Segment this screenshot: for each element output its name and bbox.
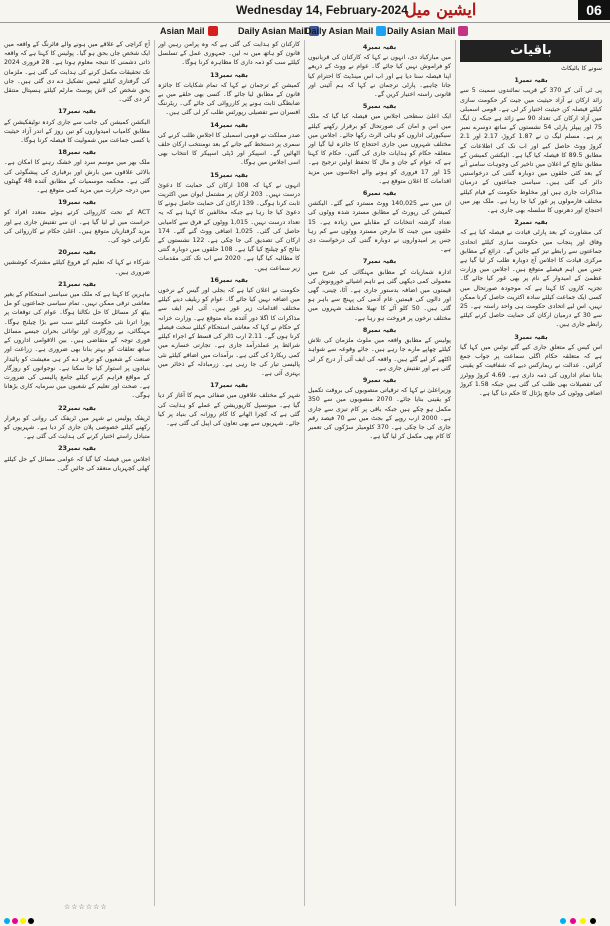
page-header (0, 0, 610, 23)
continuation-heading: بقیہ نمبر13 (210, 70, 248, 79)
column-4 (4, 40, 150, 906)
article-paragraph: ایک اعلیٰ سطحی اجلاس میں فیصلہ کیا گیا کہ ملک میں امن و امان کی صورتحال کو برقرار رکھنے کیلئے سیکیورٹی اداروں کو ہائی الرٹ رکھا جائے۔ اجلاس میں مختلف شہروں میں جاری احتجاج کا جائزہ لیا گیا اور متعلقہ حکام کو ہدایات جاری کی گئیں۔ حکام کا کہنا ہے کہ عوام کے جان و مال کا تحفظ اولین ترجیح ہے۔ 15 اور 17 فروری کو ہونے والے اجلاسوں میں مزید اقدامات کا اعلان متوقع ہے۔ (308, 113, 451, 185)
registration-swatch (28, 918, 34, 924)
continuation-heading: بقیہ نمبر22 (58, 403, 96, 412)
registration-swatch (4, 918, 10, 924)
section-title: باقیات (460, 40, 602, 62)
social-handle[interactable] (160, 24, 218, 38)
social-handle-label: Asian Mail (160, 26, 205, 36)
article-paragraph: الیکشن کمیشن کی جانب سے جاری کردہ نوٹیفکیشن کے مطابق کامیاب امیدواروں کو تین روز کے اندر آزاد حیثیت یا کسی جماعت میں شمولیت کا فیصلہ کرنا ہوگا۔ (4, 118, 150, 145)
youtube-icon (208, 26, 218, 36)
newspaper-logo: ایشین میل (405, 0, 477, 19)
column-rule (455, 40, 456, 906)
article-paragraph: شہر کے مختلف علاقوں میں صفائی مہم کا آغاز کر دیا گیا ہے۔ میونسپل کارپوریشن کے عملے کو ہدایت کی گئی ہے کہ کچرا اٹھانے کا کام روزانہ کی بنیاد پر کیا جائے۔ شہریوں سے بھی تعاون کی اپیل کی گئی ہے۔ (158, 392, 300, 427)
article-paragraph: شرکاء نے کہا کہ تعلیم کے فروغ کیلئے مشترکہ کوششیں ضروری ہیں۔ (4, 259, 150, 276)
article-paragraph: کمیشن کے ترجمان نے کہا کہ تمام شکایات کا جائزہ قانون کے مطابق لیا جائے گا۔ کسی بھی حلقے میں بے ضابطگی ثابت ہونے پر کارروائی کی جائے گی۔ ریٹرننگ افسران سے تفصیلی رپورٹس طلب کر لی گئی ہیں۔ (158, 81, 300, 117)
registration-swatch (20, 918, 26, 924)
issue-date: Wednesday 14, February-2024 (236, 3, 408, 17)
article-paragraph: آج کراچی کے علاقے میں ہونے والے فائرنگ کے واقعہ میں ایک شخص جاں بحق ہو گیا۔ پولیس کا کہنا ہے کہ واقعہ ذاتی دشمنی کا نتیجہ معلوم ہوتا ہے۔ 28 فروری 2024 تک تحقیقات مکمل کرنے کی ہدایت کی گئی ہے۔ ملزمان کی گرفتاری کیلئے ٹیمیں تشکیل دے دی گئی ہیں۔ جاں بحق شخص کی لاش پوسٹ مارٹم کیلئے ہسپتال منتقل کر دی گئی۔ (4, 41, 150, 104)
article-paragraph: پی ٹی آئی کے 370 کے قریب نمائندوں سمیت 5 سے زائد ارکان نے آزاد حیثیت میں جیت کر حکومت سازی کیلئے فیصلہ کن حیثیت اختیار کر لی ہے۔ قومی اسمبلی میں آزاد ارکان کی تعداد 90 سے زائد ہے جبکہ ن لیگ 75 اور پیپلز پارٹی 54 نشستوں کے ساتھ دوسرے نمبر پر ہے۔ مسلم لیگ ن نے 1.87 کروڑ، 2.17 اور 2.1 کروڑ ووٹ حاصل کیے اور اب تک کی اطلاعات کے مطابق 89.5 کا فیصلہ کیا گیا ہے۔ الیکشن کمیشن کے مطابق نتائج کے اعلان میں تاخیر کی وجوہات سامنے آنے کے بعد کئی حلقوں میں دوبارہ گنتی کی درخواستیں دائر کی گئی ہیں۔ سیاسی جماعتوں کے درمیان مذاکرات جاری ہیں اور مخلوط حکومت کے قیام کیلئے مختلف فارمولوں پر غور کیا جا رہا ہے۔ ملک بھر میں احتجاج اور دھرنوں کا سلسلہ بھی جاری ہے۔ (460, 87, 602, 215)
registration-swatch (560, 918, 566, 924)
continuation-heading: بقیہ نمبر14 (210, 120, 248, 129)
article-paragraph: ماہرین کا کہنا ہے کہ ملک میں سیاسی استحکام کے بغیر معاشی ترقی ممکن نہیں۔ تمام سیاسی جماعتوں کو مل بیٹھ کر مسائل کا حل نکالنا ہوگا۔ عوام کی توقعات پر پورا اترنا نئی حکومت کیلئے سب سے بڑا چیلنج ہوگا۔ مہنگائی، بے روزگاری اور توانائی بحران جیسے مسائل فوری توجہ کے متقاضی ہیں۔ بین الاقوامی اداروں کے ساتھ تعلقات کو بہتر بنانا بھی ضروری ہے۔ زراعت اور صنعت کے شعبوں کو ترقی دے کر ہی معیشت کو پائیدار بنیادوں پر استوار کیا جا سکتا ہے۔ نوجوانوں کو روزگار کے مواقع فراہم کرنے کیلئے جامع پالیسی کی ضرورت ہے۔ صحت اور تعلیم کے شعبوں میں سرمایہ کاری بڑھانا ہوگی۔ (4, 291, 150, 400)
continuation-heading: بقیہ نمبر8 (362, 325, 397, 334)
column-rule (304, 40, 305, 906)
continuation-heading: بقیہ نمبر17 (58, 107, 96, 116)
article-paragraph: ٹریفک پولیس نے شہر میں ٹریفک کی روانی کو برقرار رکھنے کیلئے خصوصی پلان جاری کر دیا ہے۔ شہریوں کو متبادل راستے اختیار کرنے کی ہدایت کی گئی ہے۔ (4, 414, 150, 441)
continuation-heading: بقیہ نمبر7 (362, 257, 397, 266)
column-2 (308, 40, 451, 906)
social-handle-label: Daily Asian Mail (238, 26, 307, 36)
article-paragraph: انہوں نے کہا کہ 108 ارکان کی حمایت کا دعویٰ درست نہیں۔ 203 ارکان پر مشتمل ایوان میں اکثریت ثابت کرنا ہوگی۔ 139 ارکان کی حمایت حاصل ہونے کا دعویٰ کیا جا رہا ہے جبکہ مخالفین کا کہنا ہے کہ یہ تعداد درست نہیں۔ 1,015 ووٹوں کے فرق سے کامیابی حاصل کی گئی۔ 1,025 اضافی ووٹ گنے گئے۔ 174 ارکان کی تصدیق کی جا چکی ہے۔ 122 نشستوں کے نتائج کو چیلنج کیا گیا ہے۔ 108 حلقوں میں دوبارہ گنتی کا مطالبہ کیا گیا ہے۔ 2020 سے اب تک کئی مقدمات زیر سماعت ہیں۔ (158, 181, 300, 272)
continuation-heading: بقیہ نمبر3 (514, 332, 548, 341)
continuation-heading: بقیہ نمبر17 (210, 381, 248, 390)
article-paragraph: اس کیس کے متعلق جاری کیے گئے نوٹس میں کہا گیا ہے کہ متعلقہ حکام اگلی سماعت پر جواب جمع کرائیں۔ عدالت نے ریمارکس دیے کہ شفافیت کو یقینی بنانا تمام اداروں کی ذمہ داری ہے۔ 4.69 کروڑ ووٹرز کی تفصیلات بھی طلب کی گئی ہیں جبکہ 1.58 کروڑ اضافی ووٹوں کی جانچ پڑتال کا حکم دیا گیا ہے۔ (460, 343, 602, 397)
registration-swatch (590, 918, 596, 924)
article-paragraph: صدر مملکت نے قومی اسمبلی کا اجلاس طلب کرنے کی سمری پر دستخط کیے جانے کے بعد نومنتخب ارکان حلف اٹھائیں گے۔ اسپیکر اور ڈپٹی اسپیکر کا انتخاب بھی اسی اجلاس میں ہوگا۔ (158, 131, 300, 167)
registration-swatch (570, 918, 576, 924)
article-paragraph: حکومت نے اعلان کیا ہے کہ بجلی اور گیس کے نرخوں میں اضافہ نہیں کیا جائے گا۔ عوام کو ریلیف دینے کیلئے مختلف اقدامات زیر غور ہیں۔ آئی ایم ایف سے مذاکرات کا اگلا دور آئندہ ماہ متوقع ہے۔ وزارت خزانہ کے حکام نے کہا کہ معاشی استحکام کیلئے سخت فیصلے کرنا ہوں گے۔ 2.11 ارب ڈالر کی قسط کے اجراء کیلئے شرائط پر عملدرآمد جاری ہے۔ تجارتی خسارے میں کمی ریکارڈ کی گئی ہے۔ برآمدات میں اضافے کیلئے نئی پالیسی تیار کی جا رہی ہے۔ زرمبادلہ کے ذخائر میں بہتری آئی ہے۔ (158, 287, 300, 377)
continuation-heading: بقیہ نمبر5 (362, 102, 397, 111)
instagram-icon (458, 26, 468, 36)
social-handle[interactable] (305, 24, 386, 38)
continuation-heading: بقیہ نمبر2 (514, 218, 548, 227)
continuation-heading: بقیہ نمبر15 (210, 170, 248, 179)
article-paragraph: ملک بھر میں موسم سرد اور خشک رہنے کا امکان ہے۔ بالائی علاقوں میں بارش اور برفباری کی پیشگوئی کی گئی ہے۔ محکمہ موسمیات کے مطابق آئندہ 48 گھنٹوں میں درجہ حرارت میں مزید کمی متوقع ہے۔ (4, 159, 150, 195)
article-paragraph: اجلاس میں فیصلہ کیا گیا کہ عوامی مسائل کے حل کیلئے کھلی کچہریاں منعقد کی جائیں گی۔ (4, 455, 150, 472)
article-paragraph: سونے کا بائیکاٹ (561, 65, 602, 72)
article-paragraph: ان میں سے 140,025 ووٹ مسترد کیے گئے۔ الیکشن کمیشن کی رپورٹ کے مطابق مسترد شدہ ووٹوں کی تعداد گزشتہ انتخابات کے مقابلے میں زیادہ ہے۔ 15 حلقوں میں جیت کا مارجن مسترد ووٹوں سے کم رہا جس پر امیدواروں نے دوبارہ گنتی کی درخواست دی ہے۔ (308, 200, 451, 254)
column-rule (154, 40, 155, 906)
article-paragraph: کی مشاورت کے بعد پارٹی قیادت نے فیصلہ کیا ہے کہ وفاق اور پنجاب میں حکومت سازی کیلئے اتحادی جماعتوں سے رابطے تیز کیے جائیں گے۔ ذرائع کے مطابق مرکزی قیادت کا اجلاس آج دوبارہ طلب کر لیا گیا ہے جس میں اہم فیصلے متوقع ہیں۔ اجلاس میں وزارت عظمیٰ کے امیدوار کے نام پر بھی غور کیا جائے گا۔ تجزیہ کاروں کا کہنا ہے کہ موجودہ صورتحال میں کسی ایک جماعت کیلئے سادہ اکثریت حاصل کرنا ممکن نہیں، اس لیے اتحادی حکومت ہی واحد راستہ ہے۔ 25 سے 30 کے درمیان ارکان کی حمایت حاصل کرنے کیلئے رابطے جاری ہیں۔ (460, 229, 602, 329)
continuation-heading: بقیہ نمبر4 (362, 43, 397, 51)
article-paragraph: ادارہ شماریات کے مطابق مہنگائی کی شرح میں معمولی کمی دیکھی گئی ہے تاہم اشیائے خورونوش کی قیمتوں میں اضافہ بدستور جاری ہے۔ آٹا، چینی، گھی اور دالوں کی قیمتیں عام آدمی کی پہنچ سے باہر ہو گئی ہیں۔ 50 کلو آٹے کا تھیلا مختلف شہروں میں مختلف نرخوں پر فروخت ہو رہا ہے۔ (308, 268, 451, 322)
twitter-icon (376, 26, 386, 36)
continuation-heading: بقیہ نمبر6 (362, 189, 397, 198)
continuation-heading: بقیہ نمبر20 (58, 248, 96, 257)
continuation-heading: بقیہ نمبر1 (514, 76, 548, 85)
continuation-heading: بقیہ نمبر21 (58, 279, 96, 288)
registration-swatch (12, 918, 18, 924)
continuation-heading: بقیہ نمبر23 (58, 444, 96, 453)
continuation-heading: بقیہ نمبر16 (210, 275, 248, 284)
article-paragraph: میں مبارکباد دی، انہوں نے کہا کہ کارکنان کی قربانیوں کو فراموش نہیں کیا جائے گا۔ عوام نے ووٹ کے ذریعے اپنا فیصلہ سنا دیا ہے اور اب اس مینڈیٹ کا احترام کیا جانا چاہیے۔ پارٹی ترجمان نے کہا کہ ہم آئینی اور قانونی راستہ اختیار کریں گے۔ (308, 54, 451, 99)
page-number: 06 (578, 0, 610, 20)
social-handle[interactable] (387, 24, 468, 38)
column-3 (158, 40, 300, 906)
continuation-heading: بقیہ نمبر19 (58, 198, 96, 207)
end-stars: ☆☆☆☆☆☆ (64, 903, 108, 911)
article-paragraph: پولیس کے مطابق واقعہ میں ملوث ملزمان کی تلاش کیلئے چھاپے مارے جا رہے ہیں۔ جائے وقوعہ سے شواہد اکٹھے کر لیے گئے ہیں۔ واقعہ کی ایف آئی آر درج کر لی گئی ہے اور تفتیش جاری ہے۔ (308, 337, 451, 372)
article-paragraph: وزیراعلیٰ نے کہا کہ ترقیاتی منصوبوں کی بروقت تکمیل کو یقینی بنایا جائے۔ 2070 منصوبوں میں سے 350 مکمل ہو چکے ہیں جبکہ باقی پر کام تیزی سے جاری ہے۔ 2000 ارب روپے کے بجٹ میں سے 70 فیصد رقم جاری کی جا چکی ہے۔ 370 کلومیٹر سڑکوں کی تعمیر کا کام بھی مکمل کر لیا گیا ہے۔ (308, 387, 451, 441)
social-handle-label: Daily Asian Mail (387, 26, 456, 36)
social-handle-label: Daily Asian Mail (305, 26, 374, 36)
article-paragraph: ACT کے تحت کارروائی کرتے ہوئے متعدد افراد کو حراست میں لے لیا گیا ہے۔ ان سے تفتیش جاری ہے اور مزید گرفتاریاں متوقع ہیں۔ اعلیٰ حکام نے کارروائی کی نگرانی خود کی۔ (4, 209, 150, 245)
page-footer (0, 914, 610, 926)
column-1 (460, 64, 602, 906)
registration-swatch (580, 918, 586, 924)
continuation-heading: بقیہ نمبر18 (58, 148, 96, 157)
article-paragraph: کارکنان کو ہدایت کی گئی ہے کہ وہ پرامن رہیں اور قانون کو ہاتھ میں نہ لیں۔ جمہوری عمل کے تسلسل کیلئے سب کو ذمہ داری کا مظاہرہ کرنا ہوگا۔ (158, 41, 300, 67)
continuation-heading: بقیہ نمبر9 (362, 375, 397, 384)
